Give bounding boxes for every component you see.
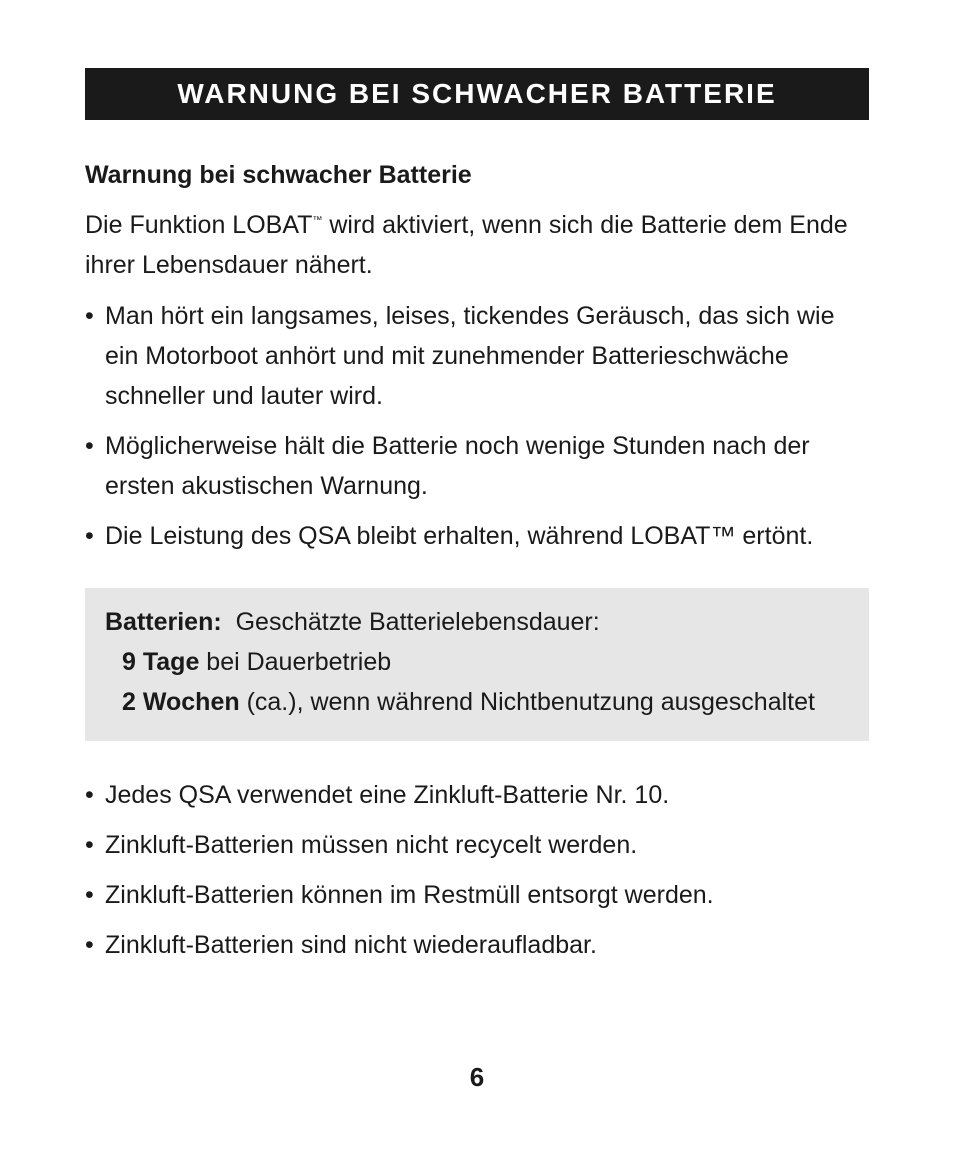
trademark-symbol: ™	[312, 215, 323, 226]
battery-life-continuous-text: bei Dauerbetrieb	[199, 648, 392, 676]
battery-life-row-continuous	[105, 642, 815, 682]
intro-text-after: wird aktiviert, wenn sich die Batterie dem Ende ihrer Lebensdauer nähert.	[85, 211, 848, 279]
intro-text-before: Die Funktion LOBAT	[85, 211, 313, 239]
battery-info-label: Batterien:	[105, 608, 222, 636]
list-item: • Jedes QSA verwendet eine Zinkluft-Batterie Nr. 10.	[85, 775, 865, 815]
battery-life-off-text: (ca.), wenn während Nichtbenutzung ausgeschaltet	[239, 688, 815, 716]
list-item: • Zinkluft-Batterien sind nicht wiederaufladbar.	[85, 925, 865, 965]
battery-info-heading-row	[105, 602, 815, 642]
page-number: 6	[469, 1062, 485, 1092]
list-item: • Zinkluft-Batterien müssen nicht recycelt werden.	[85, 825, 865, 865]
battery-facts-list	[85, 775, 865, 975]
battery-life-row-off	[105, 682, 815, 722]
battery-life-continuous-value: 9 Tage	[122, 648, 200, 676]
battery-info-content	[105, 602, 815, 722]
list-item: • Die Leistung des QSA bleibt erhalten, während LOBAT™ ertönt.	[85, 516, 865, 556]
intro-paragraph	[85, 205, 865, 285]
warning-bullet-list	[85, 296, 865, 566]
section-subtitle: Warnung bei schwacher Batterie	[85, 161, 472, 189]
battery-life-off-value: 2 Wochen	[122, 688, 240, 716]
battery-info-box	[85, 588, 869, 741]
section-header-title: WARNUNG BEI SCHWACHER BATTERIE	[177, 78, 777, 109]
list-item: • Man hört ein langsames, leises, tickendes Geräusch, das sich wie ein Motorboot anhört und mit zunehmender Batterieschwäche schneller und lauter wird.	[85, 296, 865, 416]
list-item: • Möglicherweise hält die Batterie noch wenige Stunden nach der ersten akustischen Warnung.	[85, 426, 865, 506]
list-item: • Zinkluft-Batterien können im Restmüll entsorgt werden.	[85, 875, 865, 915]
section-header-bar	[85, 68, 869, 120]
battery-info-label-text: Geschätzte Batterielebensdauer:	[235, 608, 600, 636]
